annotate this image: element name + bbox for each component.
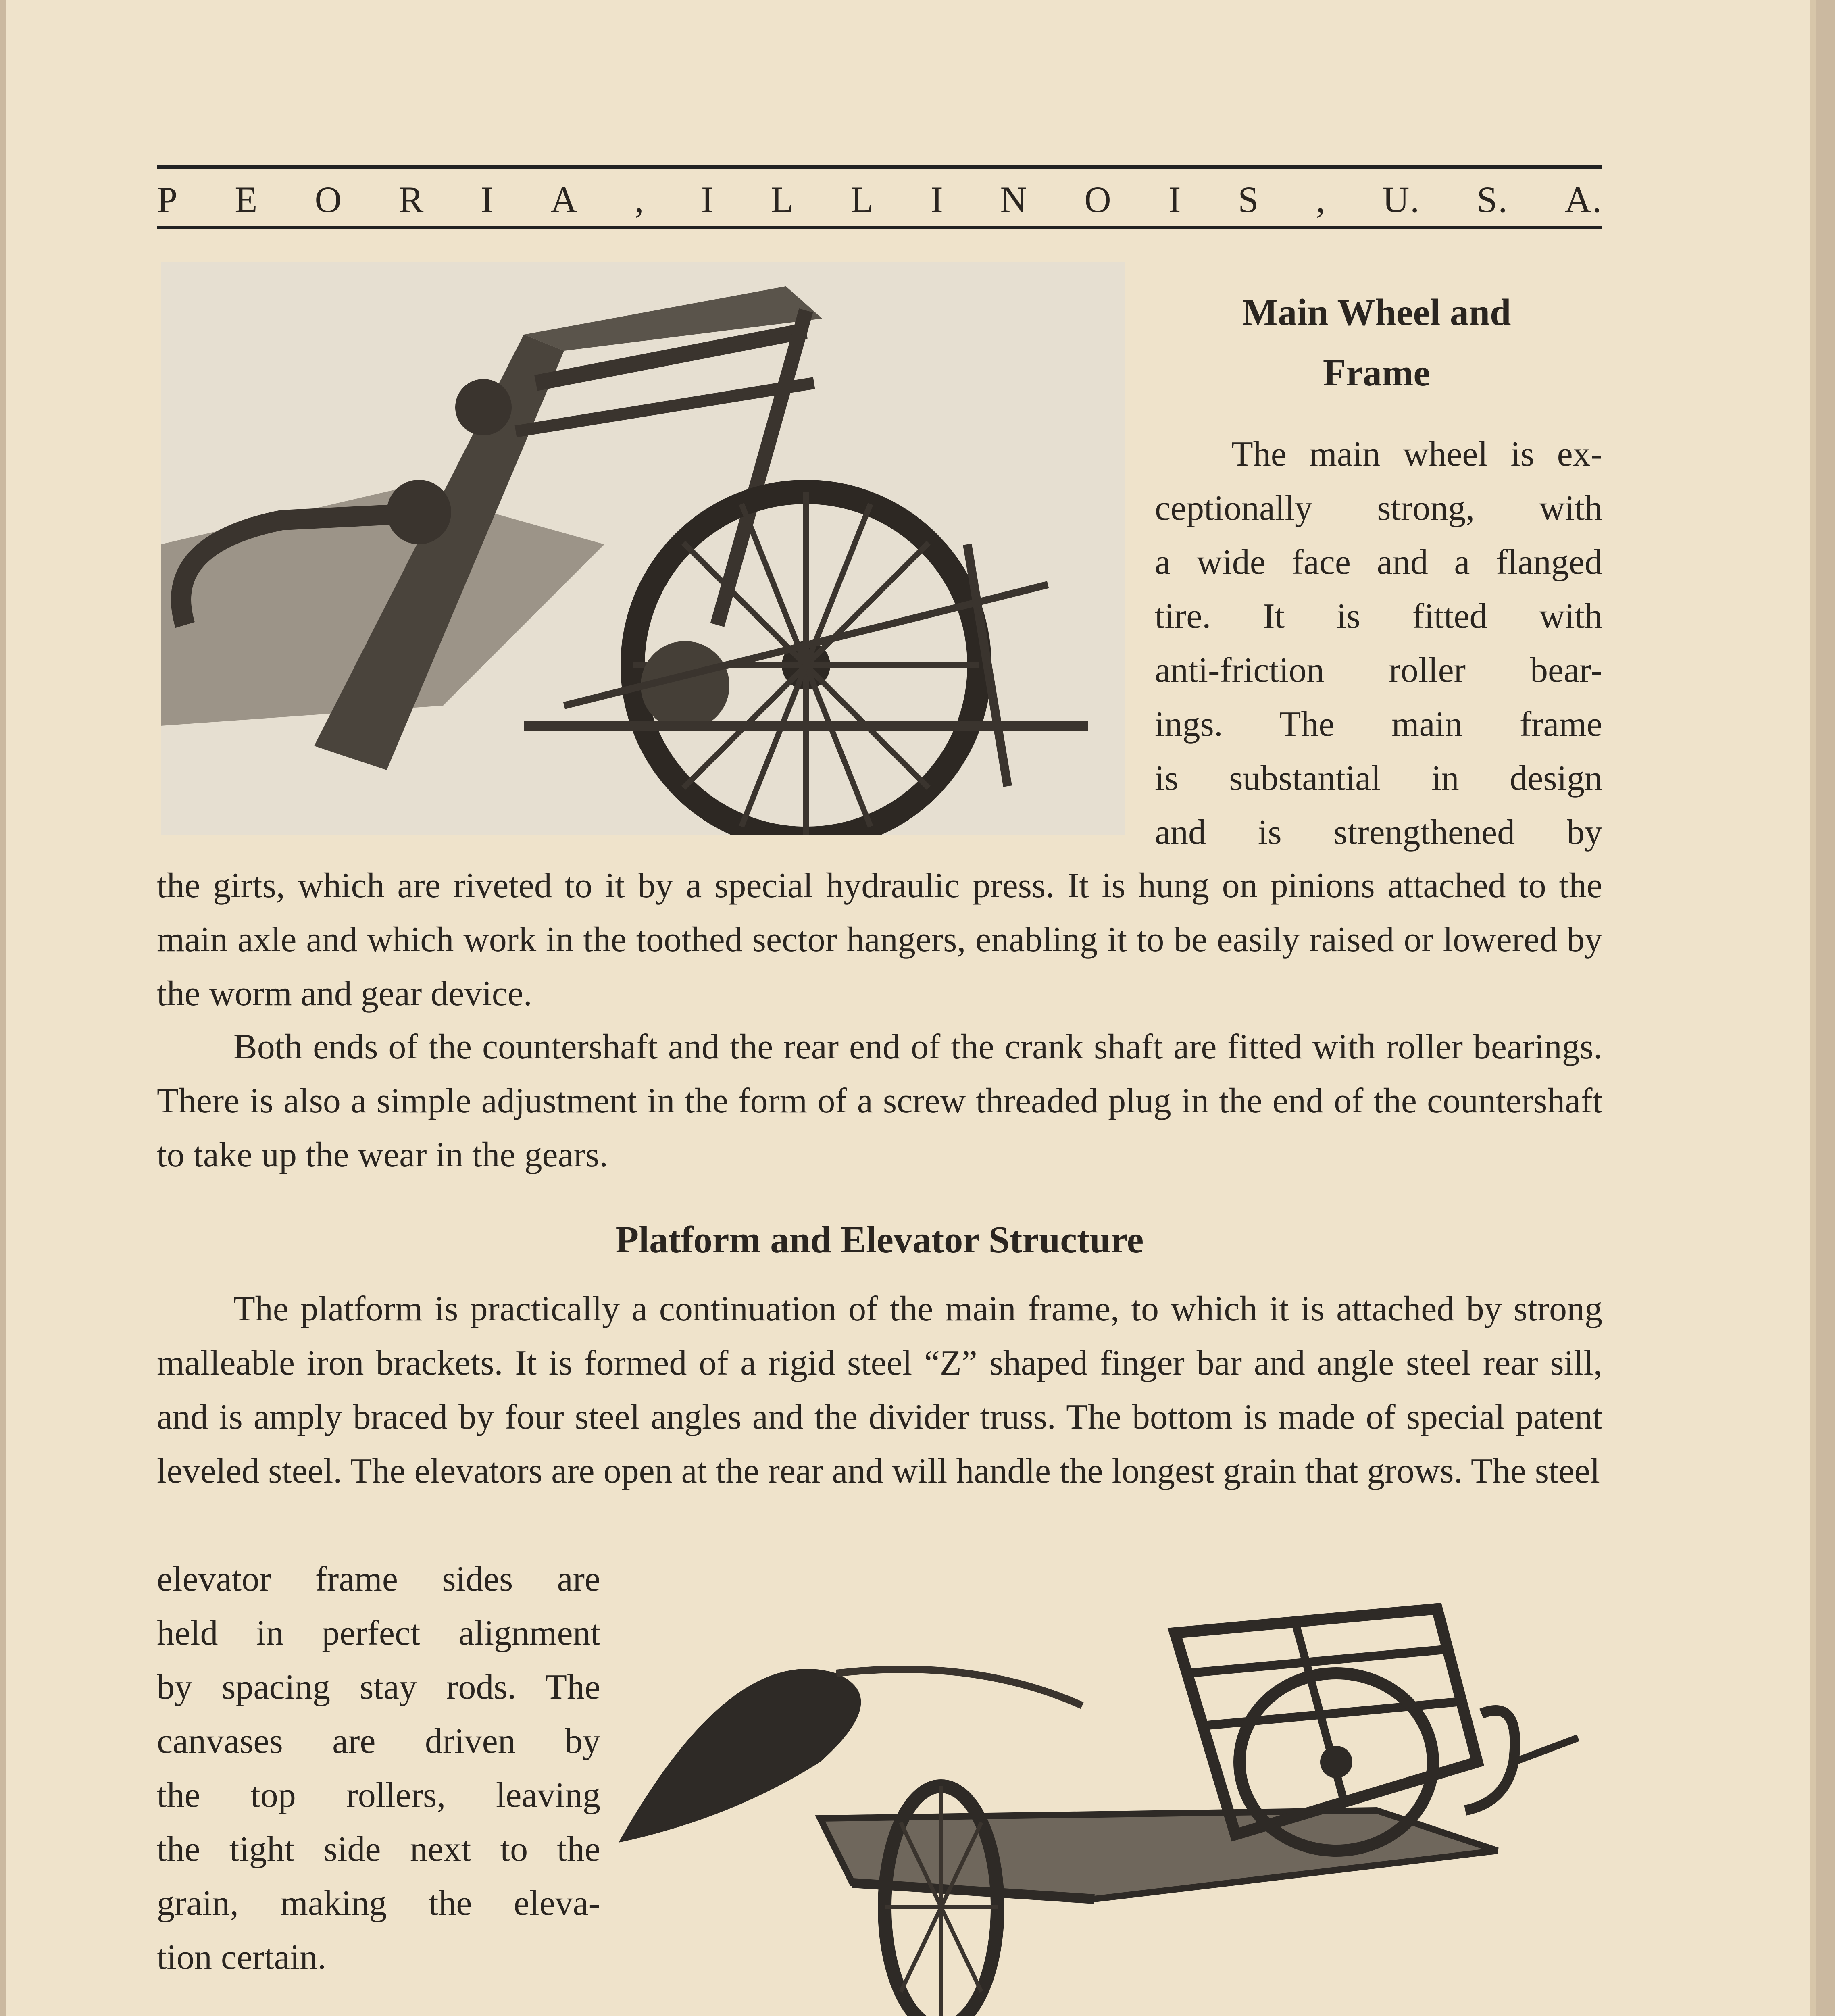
- section-heading-main-wheel: [1151, 282, 1602, 403]
- text-line: and is strengthened by: [1155, 813, 1602, 852]
- header-letter: R: [399, 179, 425, 220]
- page-header: [157, 169, 1602, 230]
- elevator-side-text: [157, 1552, 600, 1985]
- text-line: the top rollers, leaving: [157, 1776, 600, 1815]
- platform-elevator-drawing: [610, 1593, 1602, 2016]
- main-wheel-frame-illustration: [161, 262, 1125, 835]
- header-letter: I: [701, 179, 714, 220]
- platform-elevator-illustration: [610, 1593, 1602, 2016]
- header-letter: I: [481, 179, 494, 220]
- header-letter: ,: [1316, 179, 1326, 220]
- text-line: ings. The main frame: [1155, 705, 1602, 744]
- text-line: The main wheel is ex-: [1231, 435, 1602, 474]
- text-line: ceptionally strong, with: [1155, 489, 1602, 528]
- header-letter: I: [930, 179, 944, 220]
- main-wheel-paragraph: the girts, which are riveted to it by a special hydraulic press. It is hung on pinions attached to the main axle and which work in the toothed sector hangers, enabling it to be easily raised or lowered by the worm and gear device.: [157, 866, 1602, 1013]
- header-letter: S: [1238, 179, 1260, 220]
- header-letter: P: [157, 179, 179, 220]
- text-line: by spacing stay rods. The: [157, 1668, 600, 1707]
- main-wheel-frame-drawing: [161, 262, 1125, 835]
- text-line: grain, making the eleva-: [157, 1884, 600, 1923]
- text-line: elevator frame sides are: [157, 1560, 600, 1599]
- heading-line: Frame: [1323, 352, 1431, 394]
- header-letter: L: [771, 179, 794, 220]
- catalog-page: [6, 0, 1816, 2016]
- text-line: a wide face and a flanged: [1155, 543, 1602, 582]
- header-letter: E: [235, 179, 258, 220]
- countershaft-paragraph: Both ends of the countershaft and the rear end of the crank shaft are fitted with roller bearings. There is also a simple adjustment in the form of a screw threaded plug in the end of the countershaft to take up the wear in the gears.: [157, 1027, 1602, 1175]
- text-line: is substantial in design: [1155, 759, 1602, 798]
- header-letter: A.: [1564, 179, 1602, 220]
- text-line: tion certain.: [157, 1938, 327, 1977]
- text-line: the tight side next to the: [157, 1830, 600, 1869]
- header-bottom-rule: [157, 226, 1602, 229]
- header-letter: A: [550, 179, 578, 220]
- heading-line: Main Wheel and: [1242, 292, 1511, 333]
- header-letter: L: [850, 179, 874, 220]
- main-wheel-side-text: [1155, 427, 1602, 860]
- header-letter: N: [1000, 179, 1028, 220]
- header-letter: ,: [634, 179, 645, 220]
- text-line: canvases are driven by: [157, 1722, 600, 1761]
- text-line: anti-friction roller bear-: [1155, 651, 1602, 690]
- header-letter: S.: [1477, 179, 1508, 220]
- header-letter: I: [1168, 179, 1182, 220]
- section-heading-platform: Platform and Elevator Structure: [615, 1219, 1144, 1261]
- header-letter: O: [1084, 179, 1112, 220]
- header-letter: U.: [1382, 179, 1421, 220]
- text-line: tire. It is fitted with: [1155, 597, 1602, 636]
- platform-paragraph: The platform is practically a continuation of the main frame, to which it is attached by strong malleable iron brackets. It is formed of a rigid steel “Z” shaped finger bar and angle steel rear sill, and is amply braced by four steel angles and the divider truss. The bottom is made of special patent leveled steel. The elevators are open at the rear and will handle the longest grain that grows. The steel: [157, 1289, 1602, 1491]
- text-line: held in perfect alignment: [157, 1614, 600, 1653]
- header-letter: O: [315, 179, 342, 220]
- header-top-rule: [157, 165, 1602, 169]
